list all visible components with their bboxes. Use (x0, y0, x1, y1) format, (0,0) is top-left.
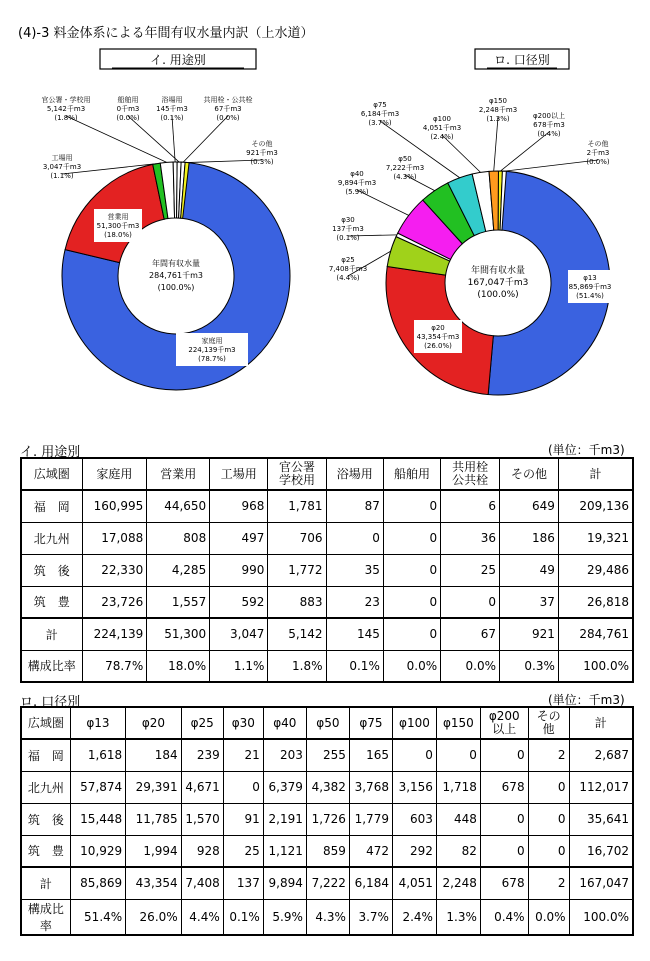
slice-label: 67千m3 (214, 105, 242, 113)
table-cell: 5,142 (268, 618, 326, 650)
slice-label: 7,408千m3 (328, 265, 368, 273)
table-cell: 883 (268, 586, 326, 618)
table-cell: 0.0% (441, 650, 500, 682)
table-cell: 3,047 (210, 618, 268, 650)
table-cell: 224,139 (82, 618, 147, 650)
table-cell: 0 (383, 554, 440, 586)
table-cell: 2,687 (569, 739, 633, 771)
slice-label: φ50 (398, 155, 412, 163)
table-row (21, 618, 633, 650)
table-cell: 649 (500, 490, 559, 522)
slice-label: (3.7%) (368, 119, 392, 127)
center-label: (100.0%) (477, 290, 519, 300)
table2-header: φ40 (263, 707, 306, 739)
table-cell: 19,321 (558, 522, 633, 554)
table-cell: 7,408 (181, 867, 223, 899)
table-cell: 1,726 (306, 803, 349, 835)
table-cell: 0 (383, 522, 440, 554)
chart-title: ロ. 口径別 (494, 53, 550, 67)
leader-line (128, 116, 179, 162)
table-cell: 5.9% (263, 899, 306, 935)
slice-label: φ20 (431, 324, 445, 332)
table-cell: 37 (500, 586, 559, 618)
table-cell: 35 (326, 554, 383, 586)
table-row (21, 522, 633, 554)
diameter-table (20, 706, 634, 936)
table2-unit: (単位：千m3) (548, 693, 625, 707)
slice-label: その他 (251, 140, 273, 148)
table-row (21, 899, 633, 935)
slice-label: (18.0%) (104, 231, 132, 239)
table-cell: 0 (480, 739, 528, 771)
slice-label: φ150 (489, 97, 507, 105)
table-cell: 0.0% (528, 899, 569, 935)
table-cell: 165 (349, 739, 392, 771)
slice-label: 5,142千m3 (46, 105, 86, 113)
chart-title: イ. 用途別 (150, 53, 206, 67)
table-cell: 3,768 (349, 771, 392, 803)
table2-header: φ100 (392, 707, 436, 739)
slice-label: φ40 (350, 170, 364, 178)
slice-label: 3,047千m3 (42, 163, 82, 171)
slice-label: 工場用 (51, 154, 73, 162)
slice-label: 2千m3 (586, 149, 610, 157)
slice-label: (0.3%) (250, 158, 274, 166)
table-cell: 82 (436, 835, 480, 867)
slice-label: φ200以上 (533, 112, 565, 120)
table-cell: 167,047 (569, 867, 633, 899)
table-cell: 29,486 (558, 554, 633, 586)
slice-label: (1.1%) (50, 172, 74, 180)
center-label: 年間有収水量 (152, 259, 200, 268)
row-label: 計 (21, 618, 82, 650)
table-cell: 78.7% (82, 650, 147, 682)
table-cell: 497 (210, 522, 268, 554)
slice-label: (26.0%) (424, 342, 452, 350)
table1-header: 工場用 (210, 458, 268, 490)
table-cell: 145 (326, 618, 383, 650)
slice-label: φ75 (373, 101, 387, 109)
table-cell: 6,379 (263, 771, 306, 803)
table-cell: 2 (528, 867, 569, 899)
table-cell: 4.4% (181, 899, 223, 935)
table-cell: 255 (306, 739, 349, 771)
table-cell: 0 (392, 739, 436, 771)
slice-label: φ25 (341, 256, 355, 264)
table-cell: 112,017 (569, 771, 633, 803)
slice-label: 85,869千m3 (568, 283, 612, 291)
table-cell: 0 (383, 586, 440, 618)
leader-line (504, 160, 598, 171)
table2-header: φ50 (306, 707, 349, 739)
usage-table (20, 457, 634, 683)
slice-label: 145千m3 (156, 105, 188, 113)
table2-header: 計 (569, 707, 633, 739)
leader-line (66, 116, 167, 162)
table2-header: φ25 (181, 707, 223, 739)
table2-header: φ13 (70, 707, 126, 739)
leader-line (183, 116, 228, 162)
center-label: (100.0%) (157, 283, 195, 292)
table-cell: 209,136 (558, 490, 633, 522)
table-cell: 51,300 (147, 618, 210, 650)
table-cell: 990 (210, 554, 268, 586)
row-label: 筑 豊 (21, 586, 82, 618)
table-cell: 10,929 (70, 835, 126, 867)
slice-label: (2.4%) (430, 133, 454, 141)
table-cell: 1,570 (181, 803, 223, 835)
table1-header: 船舶用 (383, 458, 440, 490)
table-cell: 2 (528, 739, 569, 771)
table-cell: 678 (480, 771, 528, 803)
slice-label: (5.9%) (345, 188, 369, 196)
slice-label: φ30 (341, 216, 355, 224)
table-cell: 0 (528, 803, 569, 835)
table-cell: 85,869 (70, 867, 126, 899)
slice-label: (4.3%) (393, 173, 417, 181)
table-cell: 26.0% (126, 899, 182, 935)
table-cell: 16,702 (569, 835, 633, 867)
table-cell: 6 (441, 490, 500, 522)
table-cell: 23 (326, 586, 383, 618)
table-cell: 9,894 (263, 867, 306, 899)
table-cell: 472 (349, 835, 392, 867)
table-cell: 7,222 (306, 867, 349, 899)
row-label: 北九州 (21, 522, 82, 554)
table-cell: 1,557 (147, 586, 210, 618)
slice-label: (51.4%) (576, 292, 604, 300)
table-cell: 808 (147, 522, 210, 554)
table-cell: 25 (223, 835, 263, 867)
table1-header: 家庭用 (82, 458, 147, 490)
slice-label: (0.1%) (160, 114, 184, 122)
table1-title: イ. 用途別 (20, 445, 81, 460)
table1-header: 広域圏 (21, 458, 82, 490)
table-cell: 91 (223, 803, 263, 835)
slice-label: 7,222千m3 (385, 164, 425, 172)
table-cell: 0 (383, 490, 440, 522)
table1-header: 計 (558, 458, 633, 490)
table-cell: 0 (223, 771, 263, 803)
table-cell: 1,772 (268, 554, 326, 586)
table2-header: その他 (528, 707, 569, 739)
table-cell: 0 (326, 522, 383, 554)
table-row (21, 803, 633, 835)
table-cell: 1,718 (436, 771, 480, 803)
slice-label: 921千m3 (246, 149, 278, 157)
table-cell: 2.4% (392, 899, 436, 935)
table-cell: 0 (436, 739, 480, 771)
table-cell: 292 (392, 835, 436, 867)
row-label: 構成比率 (21, 650, 82, 682)
table1-header: その他 (500, 458, 559, 490)
table-row (21, 554, 633, 586)
row-label: 北九州 (21, 771, 70, 803)
table-cell: 968 (210, 490, 268, 522)
charts-area (0, 0, 650, 430)
table-cell: 603 (392, 803, 436, 835)
table2-header: φ150 (436, 707, 480, 739)
table-row (21, 650, 633, 682)
center-label: 284,761千m3 (149, 271, 203, 280)
table-cell: 4.3% (306, 899, 349, 935)
slice-label: 船舶用 (117, 96, 139, 104)
slice-label: (0.0%) (116, 114, 140, 122)
table-row (21, 490, 633, 522)
table-cell: 1,779 (349, 803, 392, 835)
table-cell: 137 (223, 867, 263, 899)
table-cell: 4,671 (181, 771, 223, 803)
table-row (21, 771, 633, 803)
slice-label: (1.8%) (54, 114, 78, 122)
table-cell: 706 (268, 522, 326, 554)
slice-label: (4.4%) (336, 274, 360, 282)
table-row (21, 739, 633, 771)
slice-label: 2,248千m3 (478, 106, 518, 114)
slice-label: 51,300千m3 (96, 222, 140, 230)
slice-label: φ13 (583, 274, 597, 282)
table-cell: 4,051 (392, 867, 436, 899)
table-cell: 0 (383, 618, 440, 650)
table1-header: 官公署 学校用 (268, 458, 326, 490)
table-cell: 1,781 (268, 490, 326, 522)
row-label: 筑 後 (21, 803, 70, 835)
table-cell: 21 (223, 739, 263, 771)
table-row (21, 835, 633, 867)
table-cell: 2,248 (436, 867, 480, 899)
table-cell: 239 (181, 739, 223, 771)
slice-label: 共用栓・公共栓 (203, 96, 253, 104)
table-cell: 25 (441, 554, 500, 586)
table-cell: 1.8% (268, 650, 326, 682)
table-cell: 186 (500, 522, 559, 554)
table-cell: 23,726 (82, 586, 147, 618)
slice-label: 9,894千m3 (337, 179, 377, 187)
leader-line (494, 117, 498, 171)
table-cell: 67 (441, 618, 500, 650)
slice-label: (0.0%) (586, 158, 610, 166)
table-cell: 0 (441, 586, 500, 618)
table-cell: 36 (441, 522, 500, 554)
slice-label: 営業用 (107, 213, 129, 221)
table2-header: 広域圏 (21, 707, 70, 739)
slice-label: その他 (587, 140, 609, 148)
table-cell: 3,156 (392, 771, 436, 803)
table-cell: 284,761 (558, 618, 633, 650)
table2-header: φ75 (349, 707, 392, 739)
table-cell: 87 (326, 490, 383, 522)
table-cell: 57,874 (70, 771, 126, 803)
table-row (21, 867, 633, 899)
slice-label: 137千m3 (332, 225, 364, 233)
table-cell: 4,382 (306, 771, 349, 803)
table-cell: 6,184 (349, 867, 392, 899)
table-cell: 43,354 (126, 867, 182, 899)
row-label: 筑 後 (21, 554, 82, 586)
table-cell: 26,818 (558, 586, 633, 618)
slice-label: 43,354千m3 (416, 333, 460, 341)
slice-label: φ100 (433, 115, 451, 123)
table-cell: 0.4% (480, 899, 528, 935)
slice-label: 678千m3 (533, 121, 565, 129)
slice-label: 浴場用 (161, 96, 183, 104)
slice-label: (1.3%) (486, 115, 510, 123)
table-cell: 1,994 (126, 835, 182, 867)
table1-unit: (単位：千m3) (548, 443, 625, 457)
table-cell: 0.3% (500, 650, 559, 682)
table-cell: 0 (528, 771, 569, 803)
table-cell: 35,641 (569, 803, 633, 835)
slice-label: 0千m3 (116, 105, 140, 113)
table-cell: 1.3% (436, 899, 480, 935)
table-cell: 448 (436, 803, 480, 835)
table-cell: 1,121 (263, 835, 306, 867)
row-label: 福 岡 (21, 739, 70, 771)
table2-header: φ20 (126, 707, 182, 739)
table-cell: 184 (126, 739, 182, 771)
table-cell: 22,330 (82, 554, 147, 586)
table-cell: 15,448 (70, 803, 126, 835)
slice-label: (0.0%) (216, 114, 240, 122)
table-cell: 11,785 (126, 803, 182, 835)
slice-label: 4,051千m3 (422, 124, 462, 132)
row-label: 構成比率 (21, 899, 70, 935)
table2-header: φ30 (223, 707, 263, 739)
leader-line (172, 116, 175, 162)
table1-header: 浴場用 (326, 458, 383, 490)
slice-label: 6,184千m3 (360, 110, 400, 118)
table-cell: 4,285 (147, 554, 210, 586)
center-label: 167,047千m3 (467, 278, 529, 288)
slice-label: (78.7%) (198, 355, 226, 363)
table-cell: 100.0% (558, 650, 633, 682)
table1-header: 共用栓 公共栓 (441, 458, 500, 490)
table-cell: 0 (528, 835, 569, 867)
table-cell: 29,391 (126, 771, 182, 803)
table-cell: 921 (500, 618, 559, 650)
table-cell: 0 (480, 803, 528, 835)
table-cell: 0 (480, 835, 528, 867)
center-label: 年間有収水量 (470, 266, 526, 276)
table2-header: φ200 以上 (480, 707, 528, 739)
table-cell: 3.7% (349, 899, 392, 935)
row-label: 筑 豊 (21, 835, 70, 867)
table-cell: 49 (500, 554, 559, 586)
table1-header: 営業用 (147, 458, 210, 490)
table-row (21, 586, 633, 618)
table-cell: 203 (263, 739, 306, 771)
slice-label: (0.4%) (537, 130, 561, 138)
table-cell: 18.0% (147, 650, 210, 682)
slice-label: 官公署・学校用 (41, 96, 91, 104)
table-cell: 1.1% (210, 650, 268, 682)
table-cell: 592 (210, 586, 268, 618)
table-cell: 44,650 (147, 490, 210, 522)
table2-title: ロ. 口径別 (20, 695, 81, 710)
table-cell: 2,191 (263, 803, 306, 835)
table-cell: 51.4% (70, 899, 126, 935)
row-label: 計 (21, 867, 70, 899)
table-cell: 859 (306, 835, 349, 867)
slice-label: 224,139千m3 (188, 346, 236, 354)
table-cell: 0.1% (326, 650, 383, 682)
table-cell: 0.1% (223, 899, 263, 935)
table-cell: 160,995 (82, 490, 147, 522)
table-cell: 1,618 (70, 739, 126, 771)
table-cell: 100.0% (569, 899, 633, 935)
table-cell: 928 (181, 835, 223, 867)
slice-label: 家庭用 (201, 337, 223, 345)
table-cell: 0.0% (383, 650, 440, 682)
row-label: 福 岡 (21, 490, 82, 522)
table-cell: 17,088 (82, 522, 147, 554)
table-cell: 678 (480, 867, 528, 899)
page-title: (4)-3 料金体系による年間有収水量内訳（上水道） (18, 26, 314, 41)
slice-label: (0.1%) (336, 234, 360, 242)
